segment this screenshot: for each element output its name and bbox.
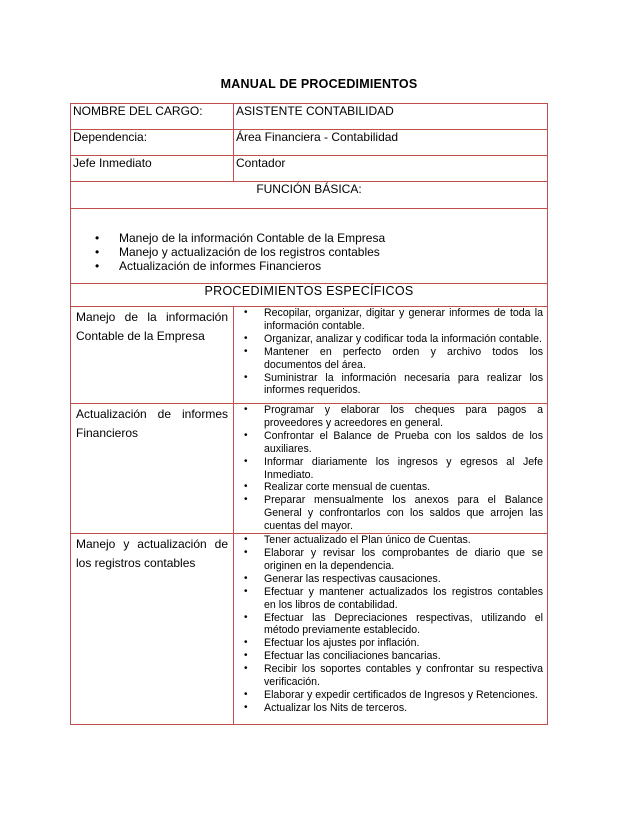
- list-item: • Preparar mensualmente los anexos para el Balance General y confrontarlos con los saldos que arrojen las cuentas del mayor.: [236, 494, 545, 533]
- section-items: [236, 404, 545, 533]
- list-item: • Realizar corte mensual de cuentas.: [236, 481, 545, 494]
- value-jefe-inmediato: Contador: [234, 156, 548, 182]
- section-row: [71, 307, 548, 404]
- funcion-basica-list: [73, 231, 545, 273]
- value-nombre-cargo: ASISTENTE CONTABILIDAD: [234, 104, 548, 130]
- section-items: [236, 307, 545, 397]
- procedures-table: [70, 103, 548, 725]
- funcion-basica-heading: FUNCIÓN BÁSICA:: [256, 182, 362, 196]
- list-item: • Suministrar la información necesaria para realizar los informes requeridos.: [236, 372, 545, 398]
- list-item: • Confrontar el Balance de Prueba con los saldos de los auxiliares.: [236, 430, 545, 456]
- label-dependencia: Dependencia:: [71, 130, 234, 156]
- section-row: [71, 534, 548, 725]
- list-item: • Tener actualizado el Plan único de Cuentas.: [236, 534, 545, 547]
- list-item: • Efectuar los ajustes por inflación.: [236, 637, 545, 650]
- list-item: • Efectuar las conciliaciones bancarias.: [236, 650, 545, 663]
- list-item: • Efectuar las Depreciaciones respectivas, utilizando el método previamente establecido.: [236, 612, 545, 638]
- label-jefe-inmediato: Jefe Inmediato: [71, 156, 234, 182]
- row-nombre-cargo: [71, 104, 548, 130]
- row-procedimientos-heading: [71, 284, 548, 307]
- list-item: • Programar y elaborar los cheques para pagos a proveedores y acreedores en general.: [236, 404, 545, 430]
- list-item: • Recibir los soportes contables y confrontar su respectiva verificación.: [236, 663, 545, 689]
- procedimientos-heading: PROCEDIMIENTOS ESPECÍFICOS: [204, 284, 414, 298]
- row-funcion-basica-heading: [71, 182, 548, 209]
- list-item: • Actualizar los Nits de terceros.: [236, 702, 545, 715]
- list-item: • Elaborar y revisar los comprobantes de diario que se originen en la dependencia.: [236, 547, 545, 573]
- list-item: • Efectuar y mantener actualizados los registros contables en los libros de contabilidad.: [236, 586, 545, 612]
- list-item: • Manejo de la información Contable de la Empresa: [95, 231, 545, 245]
- section-label: Manejo de la información Contable de la Empresa: [76, 310, 228, 343]
- document-title: MANUAL DE PROCEDIMIENTOS: [220, 77, 418, 91]
- label-nombre-cargo: NOMBRE DEL CARGO:: [71, 104, 234, 130]
- list-item: • Manejo y actualización de los registros contables: [95, 245, 545, 259]
- section-items: [236, 534, 545, 715]
- list-item: • Generar las respectivas causaciones.: [236, 573, 545, 586]
- row-dependencia: [71, 130, 548, 156]
- list-item: • Informar diariamente los ingresos y egresos al Jefe Inmediato.: [236, 456, 545, 482]
- section-label: Manejo y actualización de los registros contables: [76, 537, 228, 571]
- list-item: • Elaborar y expedir certificados de Ingresos y Retenciones.: [236, 689, 545, 702]
- section-row: [71, 404, 548, 534]
- value-dependencia: Área Financiera - Contabilidad: [234, 130, 548, 156]
- list-item: • Organizar, analizar y codificar toda la información contable.: [236, 333, 545, 346]
- list-item: • Recopilar, organizar, digitar y generar informes de toda la información contable.: [236, 307, 545, 333]
- row-jefe-inmediato: [71, 156, 548, 182]
- row-funcion-basica-items: [71, 209, 548, 284]
- list-item: • Actualización de informes Financieros: [95, 259, 545, 273]
- list-item: • Mantener en perfecto orden y archivo todos los documentos del área.: [236, 346, 545, 372]
- section-label: Actualización de informes Financieros: [76, 407, 228, 440]
